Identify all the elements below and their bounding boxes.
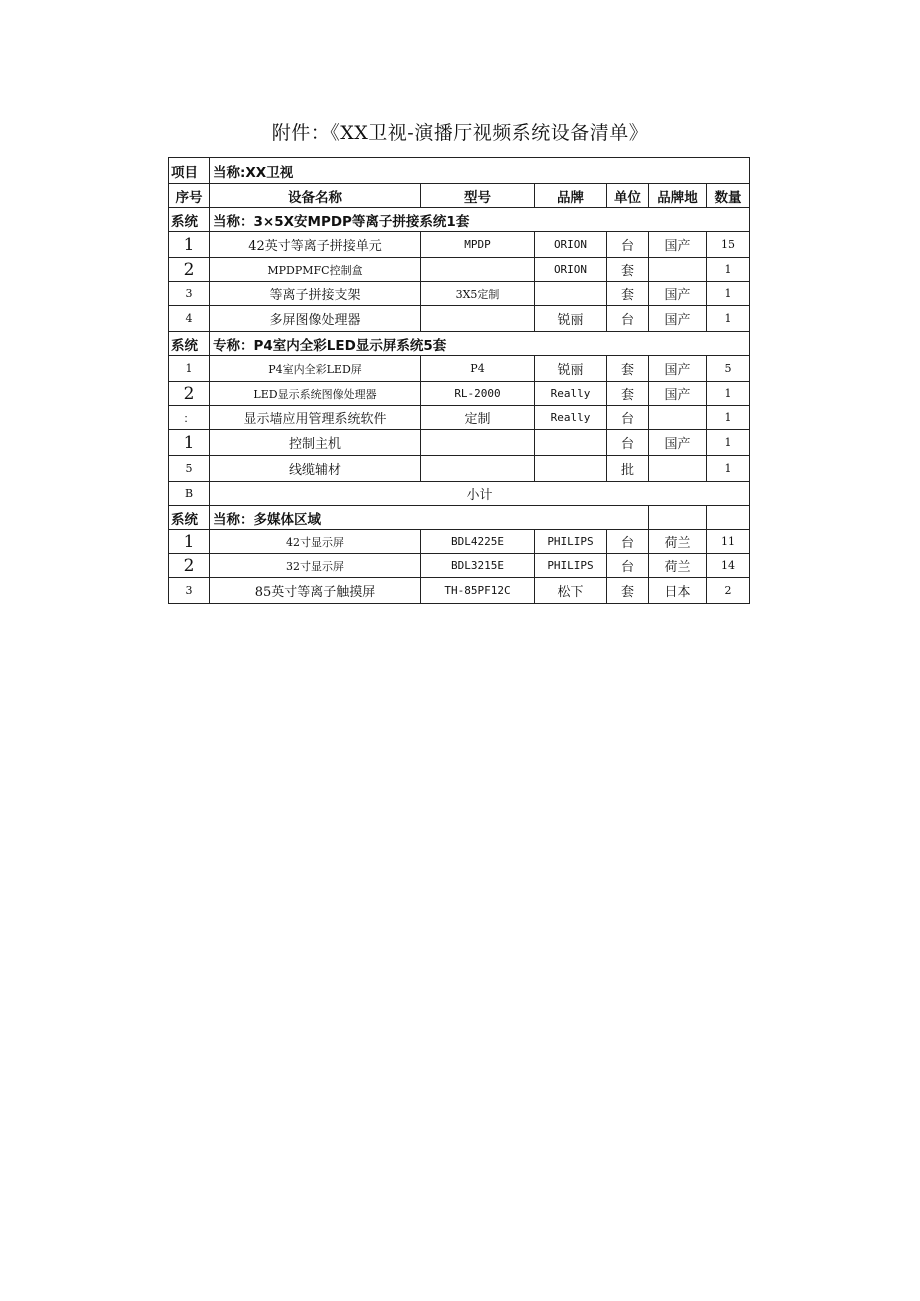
table-row xyxy=(169,430,750,456)
table-row xyxy=(169,258,750,282)
section-row xyxy=(169,208,750,232)
cell-qty: 1 xyxy=(707,258,750,282)
cell-model: 定制 xyxy=(421,406,535,430)
cell-unit: 台 xyxy=(607,232,649,258)
cell-origin: 国产 xyxy=(649,282,707,306)
cell-name: 42寸显示屏 xyxy=(210,530,421,554)
project-label: 项目 xyxy=(169,158,210,184)
cell-unit: 套 xyxy=(607,282,649,306)
cell-qty: 1 xyxy=(707,382,750,406)
cell-origin xyxy=(649,406,707,430)
section-label: 系统 xyxy=(169,208,210,232)
cell-model: BDL3215E xyxy=(421,554,535,578)
table-row xyxy=(169,356,750,382)
cell-no: 2 xyxy=(169,554,210,578)
cell-model: 3X5定制 xyxy=(421,282,535,306)
table-row xyxy=(169,232,750,258)
cell-origin xyxy=(649,456,707,482)
cell-brand: Really xyxy=(535,406,607,430)
cell-qty: 5 xyxy=(707,356,750,382)
cell-brand xyxy=(535,430,607,456)
project-row xyxy=(169,158,750,184)
cell-unit: 台 xyxy=(607,530,649,554)
section-label: 系统 xyxy=(169,332,210,356)
cell-no: 1 xyxy=(169,356,210,382)
project-name: 当称:XX卫视 xyxy=(210,158,750,184)
cell-model xyxy=(421,258,535,282)
section-blank-cell xyxy=(707,506,750,530)
cell-qty: 14 xyxy=(707,554,750,578)
cell-qty: 2 xyxy=(707,578,750,604)
cell-unit: 批 xyxy=(607,456,649,482)
cell-brand: 锐丽 xyxy=(535,356,607,382)
table-row xyxy=(169,530,750,554)
section-blank-cell xyxy=(649,506,707,530)
cell-origin: 日本 xyxy=(649,578,707,604)
cell-qty: 1 xyxy=(707,406,750,430)
header-qty: 数量 xyxy=(707,184,750,208)
cell-brand: ORION xyxy=(535,258,607,282)
cell-unit: 套 xyxy=(607,356,649,382)
cell-name: 42英寸等离子拼接单元 xyxy=(210,232,421,258)
cell-model xyxy=(421,430,535,456)
cell-origin: 国产 xyxy=(649,382,707,406)
cell-model: TH-85PF12C xyxy=(421,578,535,604)
cell-no: 3 xyxy=(169,282,210,306)
cell-brand xyxy=(535,456,607,482)
cell-origin: 国产 xyxy=(649,306,707,332)
cell-model: P4 xyxy=(421,356,535,382)
cell-origin: 国产 xyxy=(649,430,707,456)
header-brand: 品牌 xyxy=(535,184,607,208)
cell-qty: 1 xyxy=(707,306,750,332)
cell-brand: ORION xyxy=(535,232,607,258)
cell-qty: 1 xyxy=(707,282,750,306)
cell-brand: PHILIPS xyxy=(535,530,607,554)
cell-name: MPDPMFC控制盒 xyxy=(210,258,421,282)
cell-brand: Really xyxy=(535,382,607,406)
cell-origin: 荷兰 xyxy=(649,554,707,578)
subtotal-row xyxy=(169,482,750,506)
section-name: 当称：多媒体区域 xyxy=(210,506,649,530)
equipment-table xyxy=(168,157,750,604)
cell-no: 1 xyxy=(169,530,210,554)
cell-name: 多屏图像处理器 xyxy=(210,306,421,332)
table-row xyxy=(169,406,750,430)
cell-no: 2 xyxy=(169,258,210,282)
section-row xyxy=(169,506,750,530)
header-row xyxy=(169,184,750,208)
cell-origin: 国产 xyxy=(649,356,707,382)
cell-no: 2 xyxy=(169,382,210,406)
cell-origin: 国产 xyxy=(649,232,707,258)
cell-name: 显示墙应用管理系统软件 xyxy=(210,406,421,430)
cell-qty: 11 xyxy=(707,530,750,554)
cell-unit: 台 xyxy=(607,306,649,332)
cell-model: BDL4225E xyxy=(421,530,535,554)
cell-no: ： xyxy=(169,406,210,430)
header-origin: 品牌地 xyxy=(649,184,707,208)
table-row xyxy=(169,578,750,604)
cell-name: LED显示系统图像处理器 xyxy=(210,382,421,406)
header-model: 型号 xyxy=(421,184,535,208)
table-row xyxy=(169,554,750,578)
cell-no: 3 xyxy=(169,578,210,604)
cell-no: 5 xyxy=(169,456,210,482)
cell-brand: PHILIPS xyxy=(535,554,607,578)
cell-model: RL-2000 xyxy=(421,382,535,406)
section-label: 系统 xyxy=(169,506,210,530)
section-name: 专称：P4室内全彩LED显示屏系统5套 xyxy=(210,332,750,356)
cell-unit: 套 xyxy=(607,382,649,406)
cell-model: MPDP xyxy=(421,232,535,258)
cell-unit: 套 xyxy=(607,258,649,282)
cell-origin xyxy=(649,258,707,282)
table-row xyxy=(169,456,750,482)
cell-brand xyxy=(535,282,607,306)
table-row xyxy=(169,382,750,406)
header-unit: 单位 xyxy=(607,184,649,208)
cell-brand: 锐丽 xyxy=(535,306,607,332)
cell-name: 控制主机 xyxy=(210,430,421,456)
cell-brand: 松下 xyxy=(535,578,607,604)
cell-model xyxy=(421,306,535,332)
subtotal-no: B xyxy=(169,482,210,506)
subtotal-label: 小计 xyxy=(210,482,750,506)
header-no: 序号 xyxy=(169,184,210,208)
cell-unit: 台 xyxy=(607,430,649,456)
section-row xyxy=(169,332,750,356)
table-row xyxy=(169,282,750,306)
cell-name: P4室内全彩LED屏 xyxy=(210,356,421,382)
cell-name: 32寸显示屏 xyxy=(210,554,421,578)
cell-unit: 台 xyxy=(607,406,649,430)
cell-no: 1 xyxy=(169,232,210,258)
cell-qty: 1 xyxy=(707,430,750,456)
cell-model xyxy=(421,456,535,482)
cell-qty: 15 xyxy=(707,232,750,258)
cell-name: 85英寸等离子触摸屏 xyxy=(210,578,421,604)
section-name: 当称：3×5X安MPDP等离子拼接系统1套 xyxy=(210,208,750,232)
table-row xyxy=(169,306,750,332)
header-name: 设备名称 xyxy=(210,184,421,208)
cell-name: 线缆辅材 xyxy=(210,456,421,482)
cell-unit: 套 xyxy=(607,578,649,604)
cell-no: 4 xyxy=(169,306,210,332)
document-title: 附件：《XX卫视-演播厅视频系统设备清单》 xyxy=(271,122,649,144)
cell-qty: 1 xyxy=(707,456,750,482)
cell-unit: 台 xyxy=(607,554,649,578)
cell-no: 1 xyxy=(169,430,210,456)
cell-origin: 荷兰 xyxy=(649,530,707,554)
cell-name: 等离子拼接支架 xyxy=(210,282,421,306)
